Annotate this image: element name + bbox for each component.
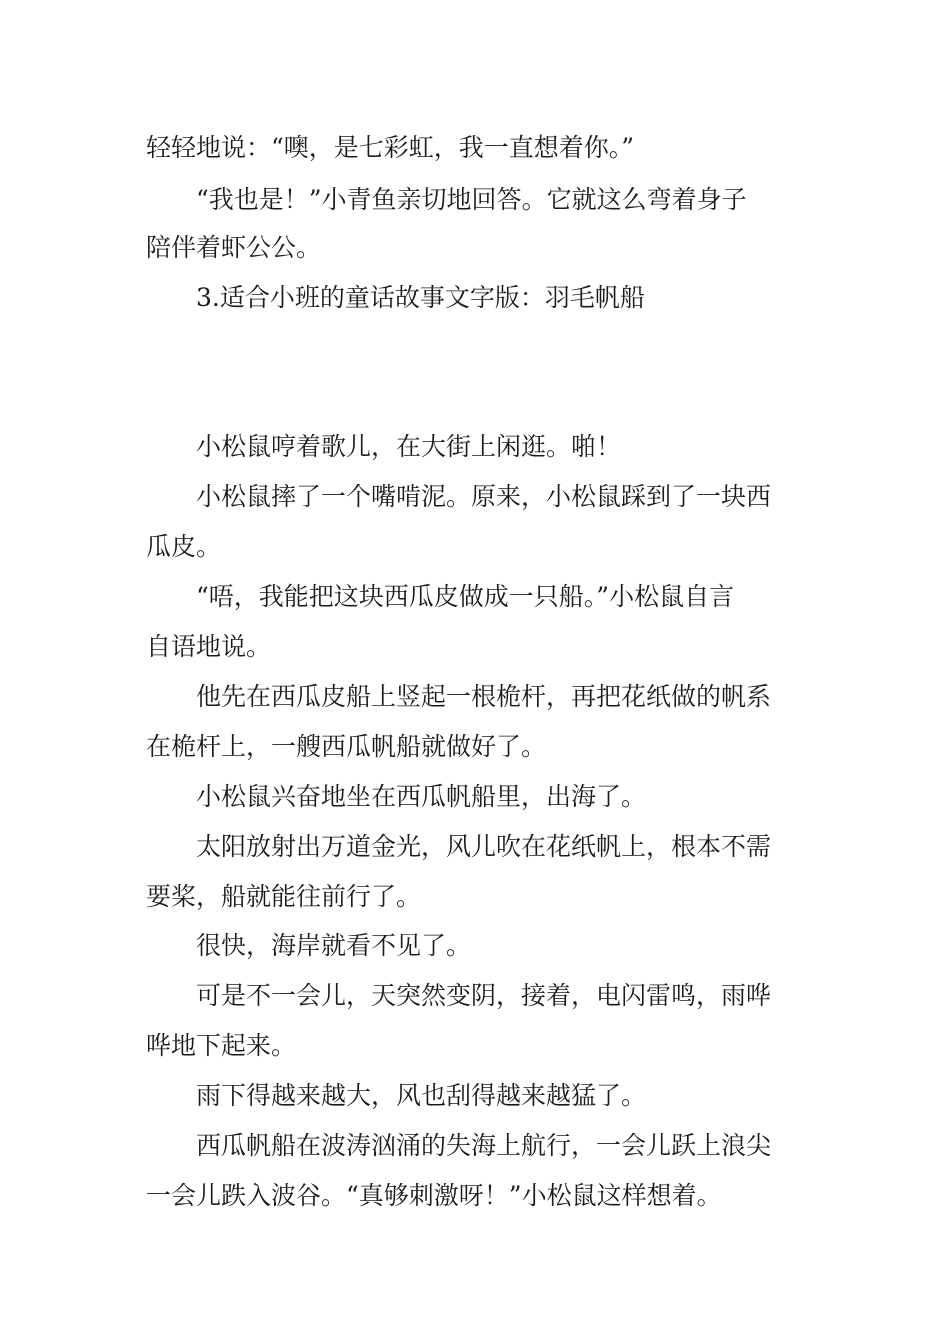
text-line: 在桅杆上，一艘西瓜帆船就做好了。 xyxy=(146,732,547,761)
text-line: 太阳放射出万道金光，风儿吹在花纸帆上，根本不需 xyxy=(196,832,772,861)
text-line: 一会儿跌入波谷。“真够刺激呀！”小松鼠这样想着。 xyxy=(146,1181,722,1210)
text-line: 瓜皮。 xyxy=(146,532,222,561)
text-line: 很快，海岸就看不见了。 xyxy=(196,931,472,960)
text-line: 小松鼠兴奋地坐在西瓜帆船里，出海了。 xyxy=(196,782,647,811)
section-heading: 3.适合小班的童话故事文字版：羽毛帆船 xyxy=(196,283,645,312)
text-line: 他先在西瓜皮船上竖起一根桅杆，再把花纸做的帆系 xyxy=(196,682,772,711)
text-line: “我也是！”小青鱼亲切地回答。它就这么弯着身子 xyxy=(196,185,747,214)
text-line: 西瓜帆船在波涛汹涌的失海上航行，一会儿跃上浪尖 xyxy=(196,1131,772,1160)
text-line: 陪伴着虾公公。 xyxy=(146,233,322,262)
text-line: 要桨，船就能往前行了。 xyxy=(146,882,422,911)
text-line: 哗地下起来。 xyxy=(146,1031,297,1060)
text-line: 小松鼠哼着歌儿，在大街上闲逛。啪！ xyxy=(196,432,622,461)
text-line: 自语地说。 xyxy=(146,632,272,661)
text-line: 可是不一会儿，天突然变阴，接着，电闪雷鸣，雨哗 xyxy=(196,981,772,1010)
text-line: 小松鼠摔了一个嘴啃泥。原来，小松鼠踩到了一块西 xyxy=(196,482,772,511)
text-line: 轻轻地说：“噢，是七彩虹，我一直想着你。” xyxy=(146,133,635,162)
text-line: “唔，我能把这块西瓜皮做成一只船。”小松鼠自言 xyxy=(196,582,735,611)
text-line: 雨下得越来越大，风也刮得越来越猛了。 xyxy=(196,1081,647,1110)
